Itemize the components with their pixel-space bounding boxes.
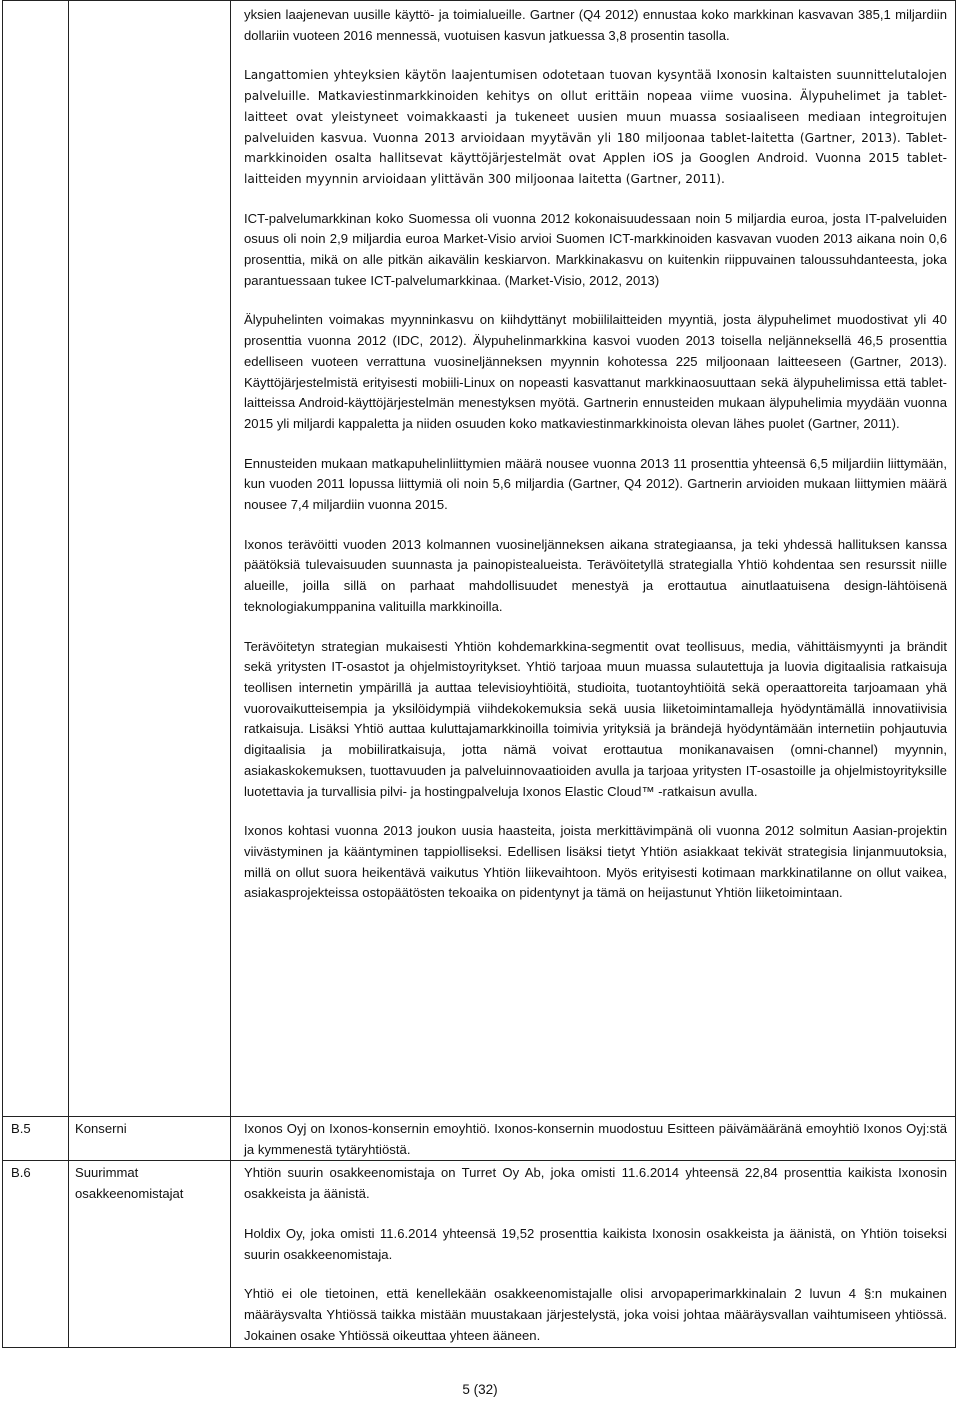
paragraph: Yhtiön suurin osakkeenomistaja on Turret Oy Ab, joka omisti 11.6.2014 yhteensä 22,84 prosenttia kaikista Ixonosin osakkeista ja äänistä. <box>244 1165 947 1202</box>
paragraph: Älypuhelinten voimakas myynninkasvu on kiihdyttänyt mobiililaitteiden myyntiä, josta älypuhelimet muodostivat yli 40 prosenttia vuonna 2012 (IDC, 2012). Älypuhelinmarkkina kasvoi vuoden 2013 toisella neljänneksellä 46,5 prosenttia edelliseen vuoteen verrattuna vuosineljänneksen myynnin kohotessa 225 miljoonaan laitteeseen (Gartner, 2013). Käyttöjärjestelmistä erityisesti mobiili-Linux on nopeasti kasvattanut markkinaosuuttaan sekä älypuhelimissa että tablet-laitteissa Android-käyttöjärjestelmän menestyksen myötä. Gartnerin ennusteiden mukaan älypuhelimia myydään vuonna 2015 yli miljardi kappaletta ja niiden osuuden koko matkaviestinmarkkinoista olevan lähes puolet (Gartner, 2011). <box>244 312 947 431</box>
paragraph: yksien laajenevan uusille käyttö- ja toimialueille. Gartner (Q4 2012) ennustaa koko markkinan kasvavan 385,1 miljardiin dollariin vuoteen 2016 mennessä, vuotuisen kasvun jatkuessa 3,8 prosentin tasolla. <box>244 7 947 43</box>
section-body-cell <box>231 1161 956 1348</box>
paragraph: Terävöitetyn strategian mukaisesti Yhtiön kohdemarkkina-segmentit ovat teollisuus, media, vähittäismyynti ja brändit sekä yritysten IT-osastot ja ohjelmistoyritykset. Yhtiö tarjoaa muun muassa sulautettuja ja luovia digitaalisia ratkaisuja teollisen internetin ympärillä ja auttaa televisioyhtiöitä, studioita, tuotantoyhtiöitä sekä operaattoreita tarjoamaan yhä vuorovaikutteisempia ja yksilöidympiä viihdekokemuksia sekä uusia liiketoimintamalleja hyödyntämällä innovatiivisia ratkaisuja. Lisäksi Yhtiö auttaa kuluttajamarkkinoilla toimivia yrityksiä ja brändejä hyödyntämään internetiin pohjautuvia digitaalisia ja mobiiliratkaisuja, jotta nämä voivat erottautua monikanavaisen (omni-channel) myynnin, asiakaskokemuksen, tuottavuuden ja palveluinnovaatioiden avulla ja tarjoaa yritysten IT-osastoille ja ohjelmistoyrityksille luotettavia ja turvallisia pilvi- ja hostingpalveluja Ixonos Elastic Cloud™ -ratkaisun avulla. <box>244 638 947 799</box>
paragraph: Yhtiö ei ole tietoinen, että kenellekään osakkeenomistajalle olisi arvopaperimarkkinalain 2 luvun 4 §:n mukainen määräysvalta Yhtiössä taikka mistään muustakaan järjestelystä, joka voisi johtaa määräysvallan vaihtumiseen yhtiössä. Jokainen osake Yhtiössä oikeuttaa yhteen ääneen. <box>244 1286 947 1343</box>
paragraph: Ixonos Oyj on Ixonos-konsernin emoyhtiö. Ixonos-konsernin muodostuu Esitteen päivämääränä emoyhtiö Ixonos Oyj:stä ja kymmenestä tytäryhtiöstä. <box>244 1121 947 1157</box>
section-label: Suurimmat osakkeenomistajat <box>69 1161 231 1348</box>
paragraph: Ixonos terävöitti vuoden 2013 kolmannen vuosineljänneksen aikana strategiaansa, ja teki yhdessä hallituksen kanssa päätöksiä tulevaisuuden suunnasta ja painopistealueista. Terävöitetyllä strategialla Yhtiö kohdentaa sen resurssit niille alueille, joilla sillä on parhaat mahdollisuudet menestyä ja erottautua ainutlaatuisena design-lähtöisenä teknologiakumppanina valituilla markkinoilla. <box>244 536 947 614</box>
section-id-cell <box>3 1 69 1117</box>
table-row-b4 <box>3 1 956 1117</box>
page-number: 5 (32) <box>462 1382 498 1397</box>
section-id: B.6 <box>3 1161 69 1348</box>
section-label-cell <box>69 1 231 1117</box>
table-row-b6 <box>3 1161 956 1348</box>
section-body-cell <box>231 1 956 1117</box>
paragraph: Ennusteiden mukaan matkapuhelinliittymien määrä nousee vuonna 2013 11 prosenttia yhteensä 6,5 miljardiin liittymään, kun vuoden 2011 lopussa liittymiä oli noin 5,6 miljardia (Gartner, Q4 2012). Gartnerin arvioiden mukaan liittymien määrä nousee 7,4 miljardiin vuonna 2015. <box>244 455 947 513</box>
section-body-cell <box>231 1117 956 1161</box>
section-id: B.5 <box>3 1117 69 1161</box>
prospectus-table <box>2 0 956 1348</box>
paragraph: Langattomien yhteyksien käytön laajentumisen odotetaan tuovan kysyntää Ixonosin kaltaisten suunnittelutalojen palveluille. Matkaviestinmarkkinoiden kehitys on ollut erittäin nopeaa viime vuosina. Älypuhelimet ja tablet-laitteet ovat yleistyneet voimakkaasti ja tukeneet uusien muun muassa sosiaaliseen mediaan integroitujen palveluiden kasvua. Vuonna 2013 arvioidaan myytävän yli 180 miljoonaa tablet-laitetta (Gartner, 2013). Tablet-markkinoiden osalta hallitsevat käyttöjärjestelmät ovat Applen iOS ja Googlen Android. Vuonna 2015 tablet-laitteiden myynnin arvioidaan ylittävän 300 miljoonaa laitetta (Gartner, 2011). <box>244 68 947 186</box>
section-label: Konserni <box>69 1117 231 1161</box>
paragraph: ICT-palvelumarkkinan koko Suomessa oli vuonna 2012 kokonaisuudessaan noin 5 miljardia euroa, josta IT-palveluiden osuus oli noin 2,9 miljardia euroa Market-Visio arvioi Suomen ICT-markkinoiden kasvavan vuoden 2013 aikana noin 0,6 prosenttia, mikä on alle pitkän aikavälin keskiarvon. Markkinakasvu on kuitenkin riippuvainen taloussuhdanteesta, joka parantuessaan tukee ICT-palvelumarkkinaa. (Market-Visio, 2012, 2013) <box>244 210 947 288</box>
paragraph: Ixonos kohtasi vuonna 2013 joukon uusia haasteita, joista merkittävimpänä oli vuonna 2012 solmitun Aasian-projektin viivästyminen ja kääntyminen tappiolliseksi. Edellisen lisäksi tietyt Yhtiön asiakkaat tekivät strategisia linjanmuutoksia, millä on ollut suora heikentävä vaikutus Yhtiön liikevaihtoon. Myös erityisesti kotimaan markkinatilanne on ollut vaikea, asiakasprojekteissa ostopäätösten tekoaika on pidentynyt ja tämä on heijastunut Yhtiön liiketoimintaan. <box>244 823 947 901</box>
paragraph: Holdix Oy, joka omisti 11.6.2014 yhteensä 19,52 prosenttia kaikista Ixonosin osakkeista ja äänistä, on Yhtiön toiseksi suurin osakkeenomistaja. <box>244 1225 947 1262</box>
table-row-b5 <box>3 1117 956 1161</box>
